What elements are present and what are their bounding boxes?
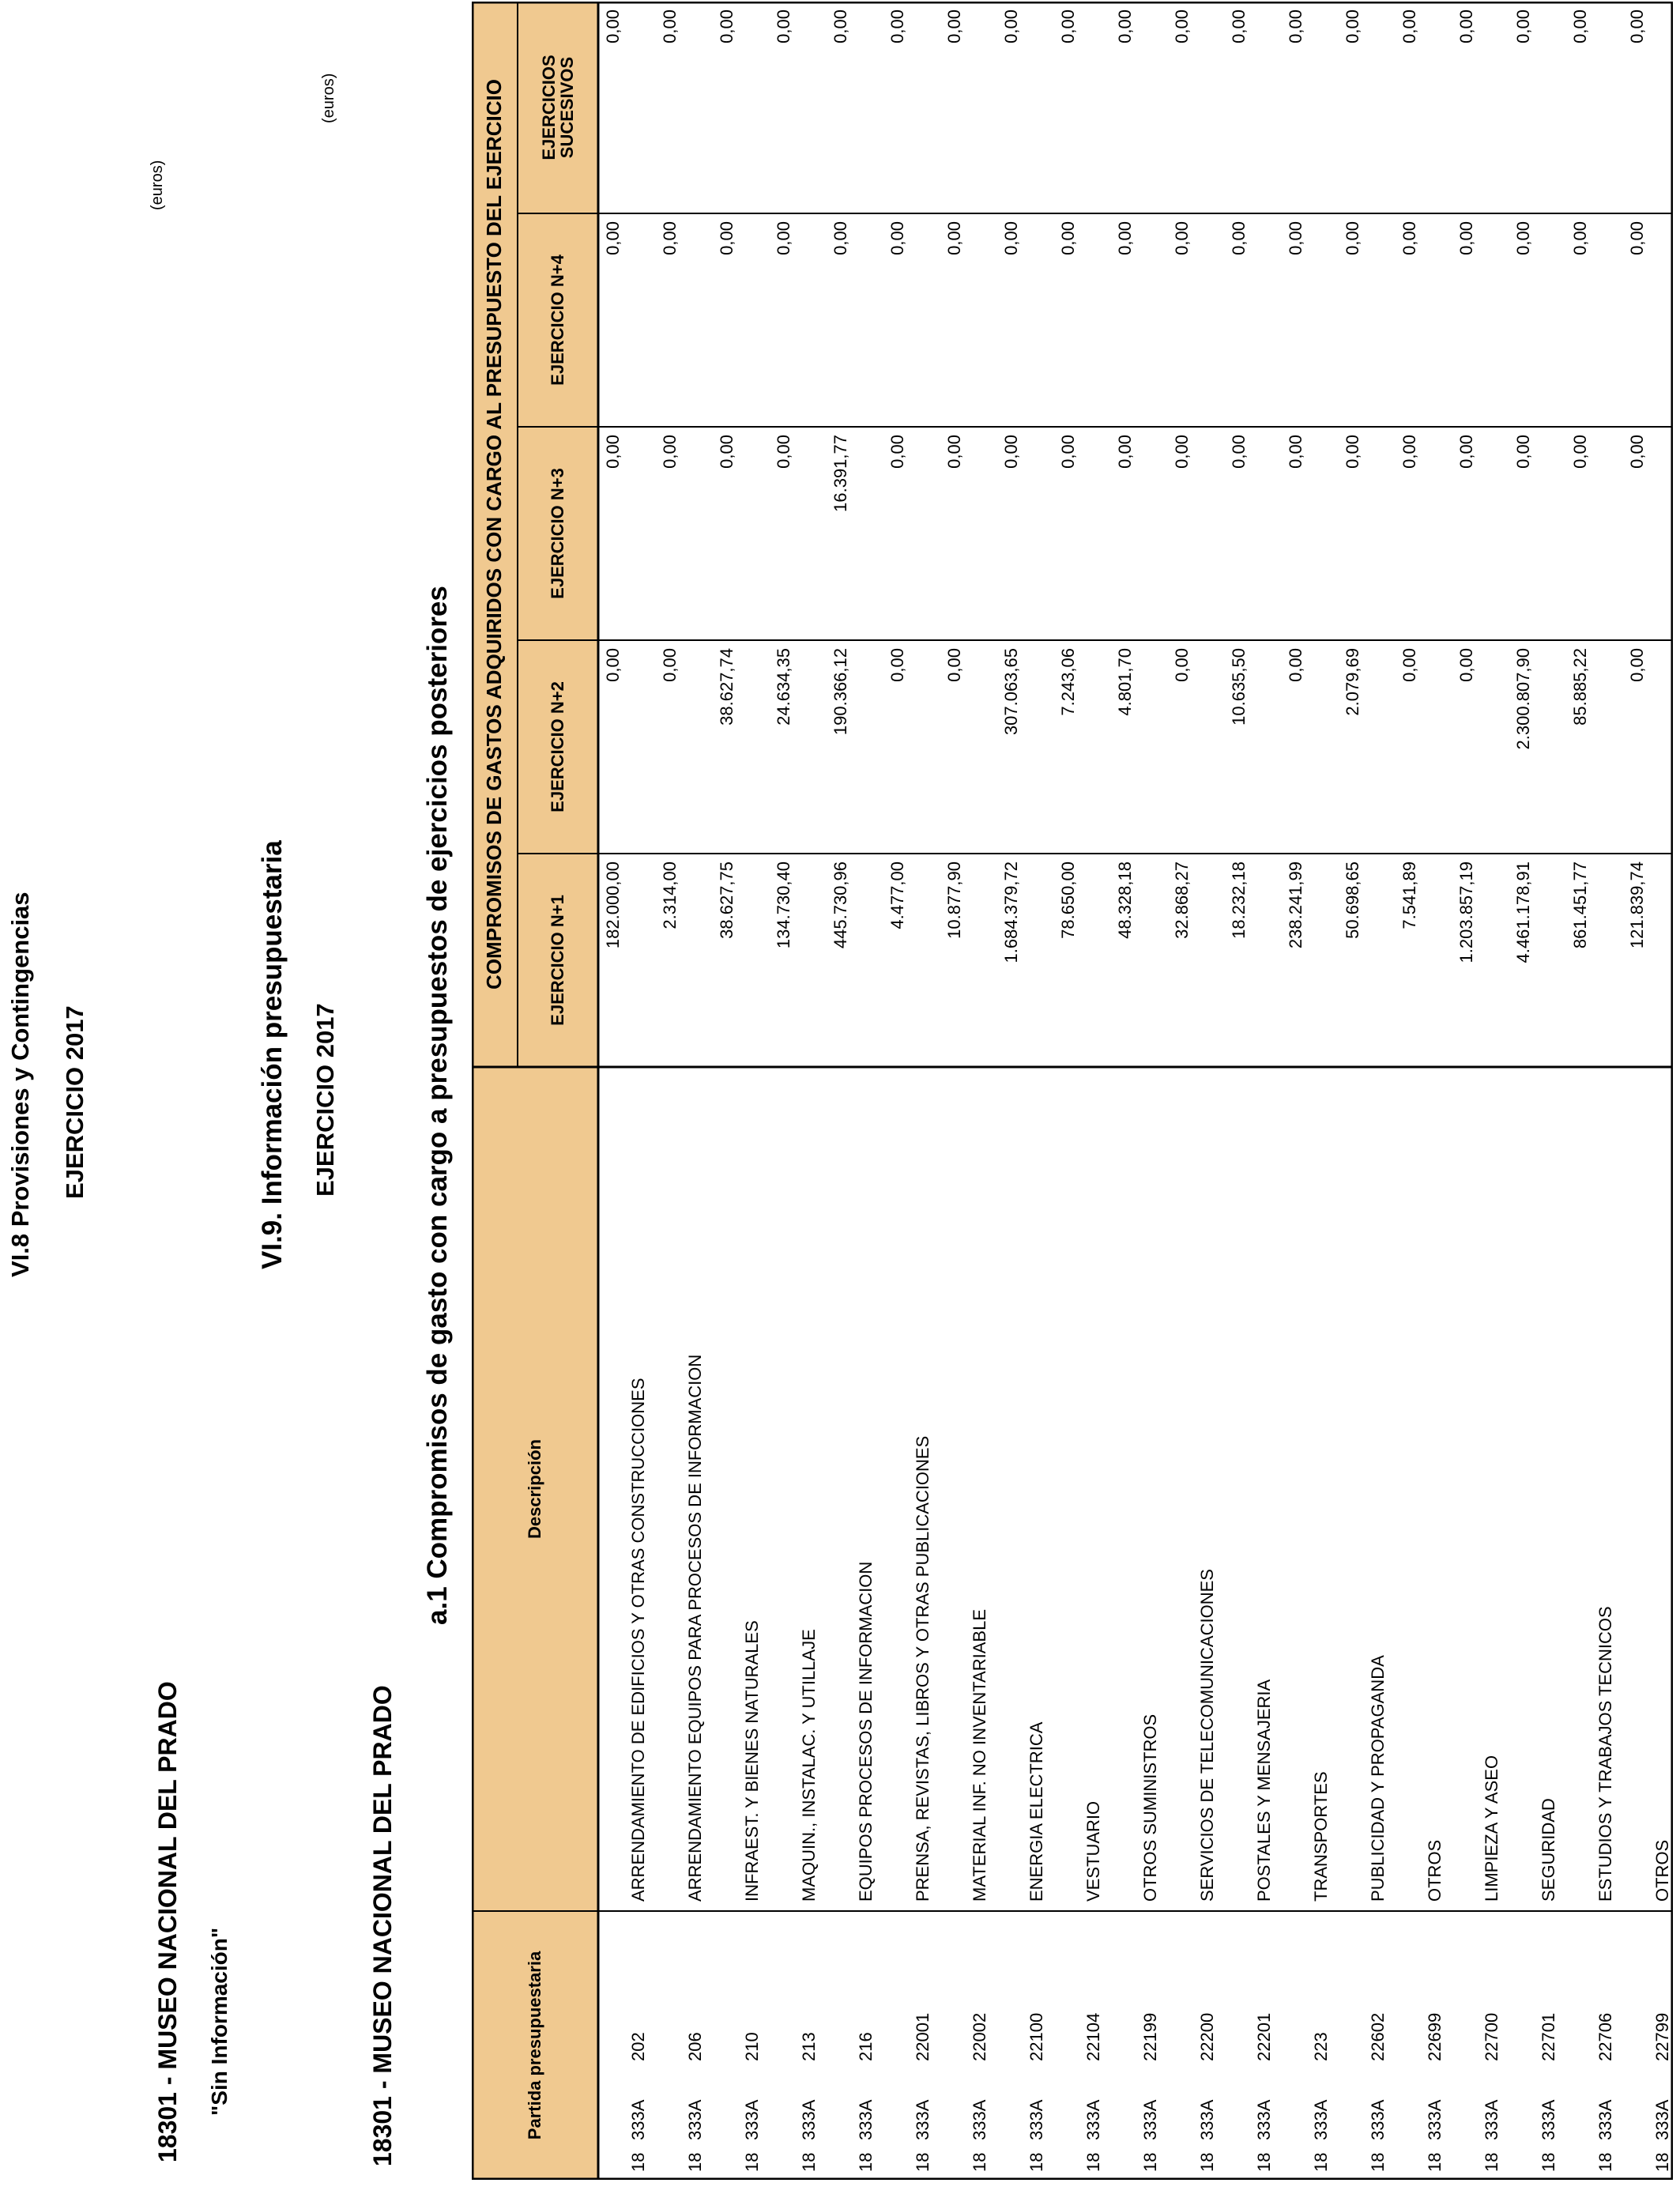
cell-economic: 206	[685, 2032, 705, 2061]
cell-n3: 0,00	[1570, 435, 1590, 469]
cell-economic: 22100	[1026, 2012, 1046, 2061]
cell-org: 18	[628, 2152, 648, 2172]
cell-program: 333A	[685, 2099, 705, 2140]
cell-program: 333A	[1595, 2099, 1615, 2140]
cell-economic: 22200	[1197, 2012, 1217, 2061]
cell-sucesivos: 0,00	[1399, 9, 1419, 43]
cell-n1: 78.650,00	[1058, 861, 1078, 939]
cell-program: 333A	[799, 2099, 819, 2140]
cell-n1: 182.000,00	[603, 861, 623, 949]
table-row	[1224, 2, 1281, 2180]
cell-program: 333A	[913, 2099, 932, 2140]
cell-economic: 22699	[1425, 2012, 1445, 2061]
cell-sucesivos: 0,00	[1058, 9, 1078, 43]
cell-sucesivos: 0,00	[887, 9, 907, 43]
cell-description: SEGURIDAD	[1539, 1798, 1558, 1902]
cell-org: 18	[685, 2152, 705, 2172]
cell-org: 18	[913, 2152, 932, 2172]
cell-economic: 22602	[1368, 2012, 1388, 2061]
cell-org: 18	[1539, 2152, 1558, 2172]
cell-n4: 0,00	[1115, 221, 1135, 255]
cell-n3: 0,00	[1229, 435, 1249, 469]
table-row	[655, 2, 712, 2180]
cell-economic: 213	[799, 2032, 819, 2061]
cell-n1: 4.477,00	[887, 861, 907, 929]
cell-n4: 0,00	[831, 221, 850, 255]
cell-economic: 22104	[1083, 2012, 1103, 2061]
cell-n1: 1.203.857,19	[1456, 861, 1476, 963]
cell-n2: 24.634,35	[774, 648, 793, 726]
cell-description: LIMPIEZA Y ASEO	[1482, 1755, 1501, 1902]
cell-n1: 238.241,99	[1286, 861, 1305, 949]
cell-n3: 0,00	[603, 435, 623, 469]
table-row	[1622, 2, 1679, 2180]
cell-n4: 0,00	[660, 221, 680, 255]
cell-n2: 0,00	[660, 648, 680, 682]
cell-n4: 0,00	[1058, 221, 1078, 255]
cell-economic: 22002	[970, 2012, 989, 2061]
cell-n3: 0,00	[774, 435, 793, 469]
cell-program: 333A	[1482, 2099, 1501, 2140]
table-row	[1509, 2, 1565, 2180]
cell-n1: 1.684.379,72	[1001, 861, 1021, 963]
cell-org: 18	[1197, 2152, 1217, 2172]
cell-program: 333A	[1140, 2099, 1160, 2140]
cell-description: PUBLICIDAD Y PROPAGANDA	[1368, 1655, 1388, 1902]
cell-economic: 22799	[1652, 2012, 1672, 2061]
table-row	[712, 2, 769, 2180]
cell-economic: 202	[628, 2032, 648, 2061]
cell-n2: 0,00	[1399, 648, 1419, 682]
cell-org: 18	[1368, 2152, 1388, 2172]
cell-n1: 121.839,74	[1627, 861, 1647, 949]
cell-n1: 134.730,40	[774, 861, 793, 949]
cell-description: ENERGIA ELECTRICA	[1026, 1721, 1046, 1902]
cell-description: OTROS	[1425, 1839, 1445, 1902]
cell-sucesivos: 0,00	[831, 9, 850, 43]
cell-description: ARRENDAMIENTO DE EDIFICIOS Y OTRAS CONSTRUCCIONES	[628, 1378, 648, 1902]
header-n2: EJERCICIO N+2	[548, 681, 568, 812]
cell-n4: 0,00	[774, 221, 793, 255]
table-row	[1395, 2, 1452, 2180]
cell-n2: 2.300.807,90	[1513, 648, 1533, 750]
table-row	[1053, 2, 1110, 2180]
header-n1: EJERCICIO N+1	[548, 895, 568, 1026]
cell-program: 333A	[1026, 2099, 1046, 2140]
cell-n2: 4.801,70	[1115, 648, 1135, 716]
cell-n4: 0,00	[1343, 221, 1362, 255]
cell-program: 333A	[856, 2099, 876, 2140]
section1-title: VI.8 Provisiones y Contingencias	[6, 892, 34, 1277]
cell-program: 333A	[1254, 2099, 1274, 2140]
cell-n1: 50.698,65	[1343, 861, 1362, 939]
cell-sucesivos: 0,00	[603, 9, 623, 43]
header-n3: EJERCICIO N+3	[548, 468, 568, 599]
cell-program: 333A	[970, 2099, 989, 2140]
cell-org: 18	[1652, 2152, 1672, 2172]
cell-economic: 22199	[1140, 2012, 1160, 2061]
cell-description: OTROS SUMINISTROS	[1140, 1713, 1160, 1902]
cell-n4: 0,00	[1399, 221, 1419, 255]
cell-sucesivos: 0,00	[1229, 9, 1249, 43]
cell-description: POSTALES Y MENSAJERIA	[1254, 1679, 1274, 1902]
cell-n3: 0,00	[1001, 435, 1021, 469]
cell-sucesivos: 0,00	[1456, 9, 1476, 43]
cell-program: 333A	[1425, 2099, 1445, 2140]
cell-n3: 0,00	[1627, 435, 1647, 469]
cell-n4: 0,00	[603, 221, 623, 255]
cell-description: INFRAEST. Y BIENES NATURALES	[742, 1620, 762, 1902]
cell-sucesivos: 0,00	[774, 9, 793, 43]
cell-n4: 0,00	[1229, 221, 1249, 255]
cell-n2: 0,00	[1172, 648, 1192, 682]
cell-program: 333A	[1083, 2099, 1103, 2140]
table-row	[1167, 2, 1224, 2180]
cell-sucesivos: 0,00	[1115, 9, 1135, 43]
cell-org: 18	[1595, 2152, 1615, 2172]
cell-n2: 307.063,65	[1001, 648, 1021, 736]
cell-description: ARRENDAMIENTO EQUIPOS PARA PROCESOS DE INFORMACION	[685, 1354, 705, 1902]
table-row	[1565, 2, 1622, 2180]
header-descripcion: Descripción	[525, 1439, 545, 1539]
cell-n4: 0,00	[717, 221, 736, 255]
cell-org: 18	[1482, 2152, 1501, 2172]
cell-program: 333A	[1368, 2099, 1388, 2140]
cell-description: SERVICIOS DE TELECOMUNICACIONES	[1197, 1569, 1217, 1902]
cell-n1: 4.461.178,91	[1513, 861, 1533, 963]
cell-n3: 0,00	[887, 435, 907, 469]
cell-n2: 85.885,22	[1570, 648, 1590, 726]
cell-n3: 0,00	[717, 435, 736, 469]
cell-org: 18	[970, 2152, 989, 2172]
cell-economic: 22001	[913, 2012, 932, 2061]
cell-n2: 0,00	[887, 648, 907, 682]
header-n4: EJERCICIO N+4	[548, 254, 568, 386]
cell-n2: 190.366,12	[831, 648, 850, 736]
cell-sucesivos: 0,00	[1343, 9, 1362, 43]
section2-subtitle: EJERCICIO 2017	[311, 1003, 339, 1197]
cell-program: 333A	[1539, 2099, 1558, 2140]
cell-description: OTROS	[1652, 1839, 1672, 1902]
cell-program: 333A	[1197, 2099, 1217, 2140]
cell-n3: 0,00	[1286, 435, 1305, 469]
cell-n4: 0,00	[1513, 221, 1533, 255]
cell-n2: 10.635,50	[1229, 648, 1249, 726]
cell-n1: 10.877,90	[944, 861, 964, 939]
cell-n3: 0,00	[1058, 435, 1078, 469]
cell-n4: 0,00	[1627, 221, 1647, 255]
cell-n4: 0,00	[944, 221, 964, 255]
cell-n4: 0,00	[1172, 221, 1192, 255]
cell-n1: 2.314,00	[660, 861, 680, 929]
cell-org: 18	[1254, 2152, 1274, 2172]
cell-n1: 445.730,96	[831, 861, 850, 949]
cell-n4: 0,00	[1456, 221, 1476, 255]
section2-organism: 18301 - MUSEO NACIONAL DEL PRADO	[368, 1685, 397, 2166]
header-sucesivos: EJERCICIOS SUCESIVOS	[538, 55, 577, 160]
cell-n4: 0,00	[1286, 221, 1305, 255]
table-row	[996, 2, 1053, 2180]
cell-org: 18	[1140, 2152, 1160, 2172]
cell-description: VESTUARIO	[1083, 1800, 1103, 1902]
cell-n3: 0,00	[660, 435, 680, 469]
cell-sucesivos: 0,00	[1001, 9, 1021, 43]
cell-n3: 0,00	[1115, 435, 1135, 469]
table-row	[1338, 2, 1395, 2180]
cell-n2: 0,00	[1456, 648, 1476, 682]
cell-n3: 0,00	[1399, 435, 1419, 469]
cell-description: TRANSPORTES	[1311, 1771, 1331, 1902]
cell-sucesivos: 0,00	[1570, 9, 1590, 43]
cell-economic: 22706	[1595, 2012, 1615, 2061]
section1-note: "Sin Información"	[207, 1927, 232, 2116]
cell-economic: 22201	[1254, 2012, 1274, 2061]
cell-n3: 0,00	[944, 435, 964, 469]
cell-economic: 223	[1311, 2032, 1331, 2061]
cell-program: 333A	[742, 2099, 762, 2140]
table-row	[598, 2, 655, 2180]
cell-n2: 38.627,74	[717, 648, 736, 726]
cell-economic: 216	[856, 2032, 876, 2061]
cell-program: 333A	[628, 2099, 648, 2140]
cell-n2: 7.243,06	[1058, 648, 1078, 716]
cell-economic: 22701	[1539, 2012, 1558, 2061]
cell-org: 18	[1425, 2152, 1445, 2172]
cell-sucesivos: 0,00	[1513, 9, 1533, 43]
cell-org: 18	[799, 2152, 819, 2172]
header-partida: Partida presupuestaria	[525, 1951, 545, 2140]
table-row	[769, 2, 826, 2180]
cell-description: MATERIAL INF. NO INVENTARIABLE	[970, 1609, 989, 1902]
cell-org: 18	[1311, 2152, 1331, 2172]
cell-n1: 32.868,27	[1172, 861, 1192, 939]
cell-org: 18	[1026, 2152, 1046, 2172]
cell-n1: 18.232,18	[1229, 861, 1249, 939]
cell-description: ESTUDIOS Y TRABAJOS TECNICOS	[1595, 1606, 1615, 1902]
cell-n1: 38.627,75	[717, 861, 736, 939]
cell-sucesivos: 0,00	[717, 9, 736, 43]
cell-description: EQUIPOS PROCESOS DE INFORMACION	[856, 1561, 876, 1902]
section2-units: (euros)	[320, 73, 337, 123]
commitments-table	[472, 2, 1673, 2180]
cell-n4: 0,00	[1570, 221, 1590, 255]
header-group: COMPROMISOS DE GASTOS ADQUIRIDOS CON CARGO AL PRESUPUESTO DEL EJERCICIO	[482, 79, 507, 990]
table-row	[1452, 2, 1509, 2180]
cell-n3: 0,00	[1172, 435, 1192, 469]
section1-organism: 18301 - MUSEO NACIONAL DEL PRADO	[153, 1681, 182, 2162]
cell-n2: 0,00	[944, 648, 964, 682]
cell-n3: 0,00	[1513, 435, 1533, 469]
cell-description: PRENSA, REVISTAS, LIBROS Y OTRAS PUBLICACIONES	[913, 1435, 932, 1902]
cell-n3: 16.391,77	[831, 435, 850, 512]
cell-n4: 0,00	[887, 221, 907, 255]
table-title: a.1 Compromisos de gasto con cargo a presupuestos de ejercicios posteriores	[422, 586, 453, 1625]
section2-title: VI.9. Información presupuestaria	[257, 840, 288, 1269]
cell-n3: 0,00	[1456, 435, 1476, 469]
cell-org: 18	[856, 2152, 876, 2172]
cell-n1: 48.328,18	[1115, 861, 1135, 939]
cell-n1: 861.451,77	[1570, 861, 1590, 949]
table-row	[826, 2, 883, 2180]
cell-economic: 22700	[1482, 2012, 1501, 2061]
section1-units: (euros)	[149, 160, 166, 210]
cell-sucesivos: 0,00	[944, 9, 964, 43]
cell-description: MAQUIN., INSTALAC. Y UTILLAJE	[799, 1629, 819, 1902]
cell-org: 18	[1083, 2152, 1103, 2172]
table-row	[1110, 2, 1167, 2180]
table-row	[940, 2, 996, 2180]
cell-program: 333A	[1652, 2099, 1672, 2140]
cell-n2: 0,00	[1286, 648, 1305, 682]
cell-n2: 0,00	[1627, 648, 1647, 682]
cell-sucesivos: 0,00	[1286, 9, 1305, 43]
cell-economic: 210	[742, 2032, 762, 2061]
cell-sucesivos: 0,00	[1627, 9, 1647, 43]
cell-n1: 7.541,89	[1399, 861, 1419, 929]
cell-n4: 0,00	[1001, 221, 1021, 255]
table-row	[1281, 2, 1338, 2180]
cell-n2: 2.079,69	[1343, 648, 1362, 716]
section1-subtitle: EJERCICIO 2017	[61, 1005, 89, 1199]
cell-sucesivos: 0,00	[660, 9, 680, 43]
cell-n2: 0,00	[603, 648, 623, 682]
cell-program: 333A	[1311, 2099, 1331, 2140]
cell-sucesivos: 0,00	[1172, 9, 1192, 43]
cell-n3: 0,00	[1343, 435, 1362, 469]
cell-org: 18	[742, 2152, 762, 2172]
table-row	[883, 2, 940, 2180]
